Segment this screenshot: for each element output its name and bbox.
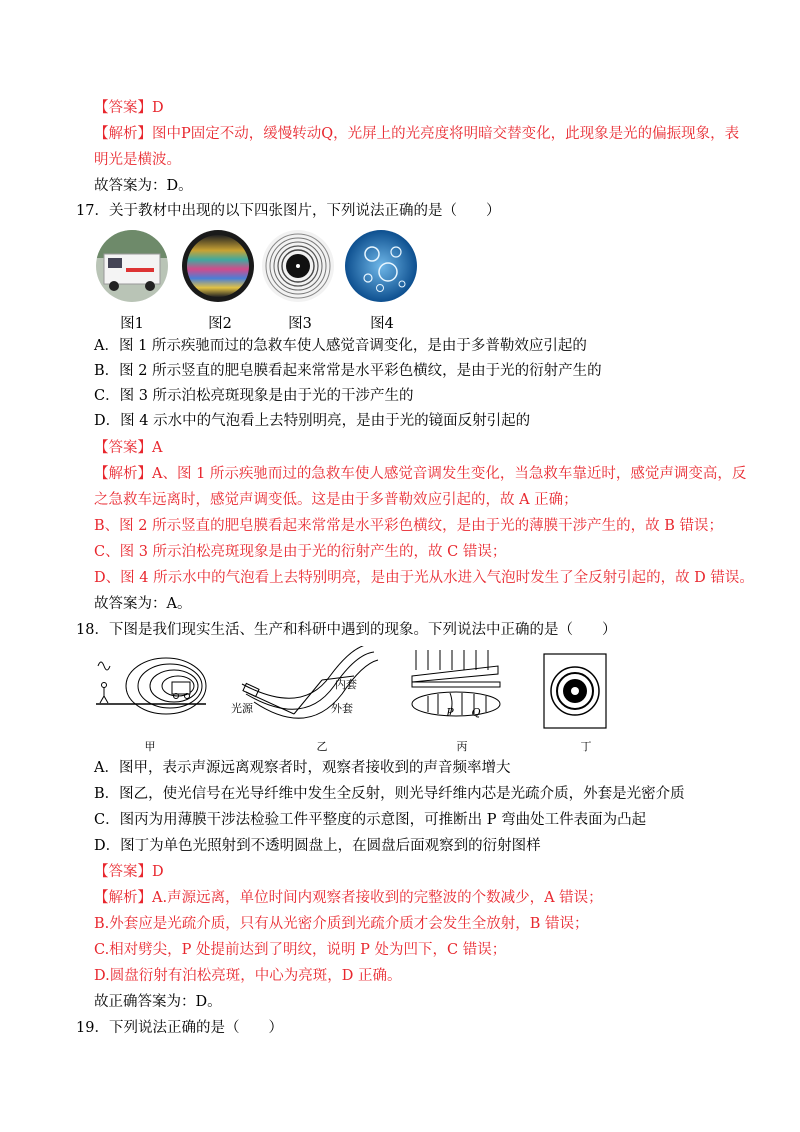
q18-caption-jia: 甲: [144, 740, 156, 753]
q18-label-light-source: 光源: [231, 702, 253, 715]
q18-figure-images: [94, 646, 654, 736]
q17-caption-4: 图4: [370, 316, 394, 332]
q18-figures: [94, 646, 654, 740]
q17-figures: [96, 228, 436, 312]
q17-option-c: C．图 3 所示泊松亮斑现象是由于光的干涉产生的: [94, 388, 414, 404]
q19-stem: 19．下列说法正确的是（ ）: [76, 1020, 283, 1036]
q17-option-a: A．图 1 所示疾驰而过的急救车使人感觉音调变化，是由于多普勒效应引起的: [94, 338, 587, 354]
q17-analysis-3: B、图 2 所示竖直的肥皂膜看起来常常是水平彩色横纹，是由于光的薄膜干涉产生的，故 B 错误；: [94, 518, 723, 534]
q16-final: 故答案为：D。: [94, 178, 193, 194]
q17-analysis-1: 【解析】A、图 1 所示疾驰而过的急救车使人感觉音调发生变化，当急救车靠近时，感觉声调变高，反: [94, 466, 747, 482]
q17-option-d: D．图 4 示水中的气泡看上去特别明亮，是由于光的镜面反射引起的: [94, 413, 531, 429]
q18-analysis-1: 【解析】A.声源远离，单位时间内观察者接收到的完整波的个数减少，A 错误；: [94, 890, 603, 906]
q17-final: 故答案为：A。: [94, 596, 192, 612]
soap-film-image: [182, 230, 254, 302]
q18-caption-yi: 乙: [316, 740, 328, 753]
q18-label-p: P: [446, 706, 454, 719]
q18-caption-bing: 丙: [456, 740, 468, 753]
q18-label-inner: 内套: [335, 678, 357, 691]
q18-analysis-2: B.外套应是光疏介质，只有从光密介质到光疏介质才会发生全放射，B 错误；: [94, 916, 589, 932]
q18-analysis-3: C.相对劈尖，P 处提前达到了明纹，说明 P 处为凹下，C 错误；: [94, 942, 507, 958]
q17-caption-1: 图1: [120, 316, 144, 332]
ambulance-image: [96, 228, 168, 304]
q17-figure-images: [96, 228, 436, 308]
q17-option-b: B．图 2 所示竖直的肥皂膜看起来常常是水平彩色横纹，是由于光的衍射产生的: [94, 363, 602, 379]
poisson-spot-image: [262, 230, 334, 302]
q17-analysis-2: 之急救车远离时，感觉声调变低。这是由于多普勒效应引起的，故 A 正确；: [94, 492, 578, 508]
q18-option-d: D．图丁为单色光照射到不透明圆盘上，在圆盘后面观察到的衍射图样: [94, 838, 541, 854]
q17-analysis-4: C、图 3 所示泊松亮斑现象是由于光的衍射产生的，故 C 错误；: [94, 544, 507, 560]
q18-label-outer: 外套: [331, 702, 353, 715]
q18-final: 故正确答案为：D。: [94, 994, 222, 1010]
q18-stem: 18．下图是我们现实生活、生产和科研中遇到的现象。下列说法中正确的是（ ）: [76, 622, 617, 638]
q17-answer: 【答案】A: [94, 440, 163, 456]
figure-ding: [544, 654, 606, 728]
q18-option-a: A．图甲，表示声源远离观察者时，观察者接收到的声音频率增大: [94, 760, 511, 776]
q18-option-c: C．图丙为用薄膜干涉法检验工件平整度的示意图，可推断出 P 弯曲处工件表面为凸起: [94, 812, 647, 828]
bubbles-image: [345, 230, 417, 302]
q16-answer: 【答案】D: [94, 100, 164, 116]
q16-analysis-2: 明光是横波。: [94, 152, 181, 168]
q18-caption-ding: 丁: [580, 740, 592, 753]
q16-analysis-1: 【解析】图中P固定不动，缓慢转动Q，光屏上的光亮度将明暗交替变化，此现象是光的偏振现象，表: [94, 126, 740, 142]
q18-option-b: B．图乙，使光信号在光导纤维中发生全反射，则光导纤维内芯是光疏介质，外套是光密介质: [94, 786, 685, 802]
q17-stem: 17．关于教材中出现的以下四张图片，下列说法正确的是（ ）: [76, 203, 501, 219]
figure-jia: [96, 658, 206, 714]
q18-analysis-4: D.圆盘衍射有泊松亮斑，中心为亮斑，D 正确。: [94, 968, 402, 984]
q18-label-q: Q: [471, 706, 481, 719]
q17-analysis-5: D、图 4 所示水中的气泡看上去特别明亮，是由于光从水进入气泡时发生了全反射引起的，故 D 错误。: [94, 570, 754, 586]
q17-caption-3: 图3: [288, 316, 312, 332]
q18-answer: 【答案】D: [94, 864, 164, 880]
q17-caption-2: 图2: [208, 316, 232, 332]
